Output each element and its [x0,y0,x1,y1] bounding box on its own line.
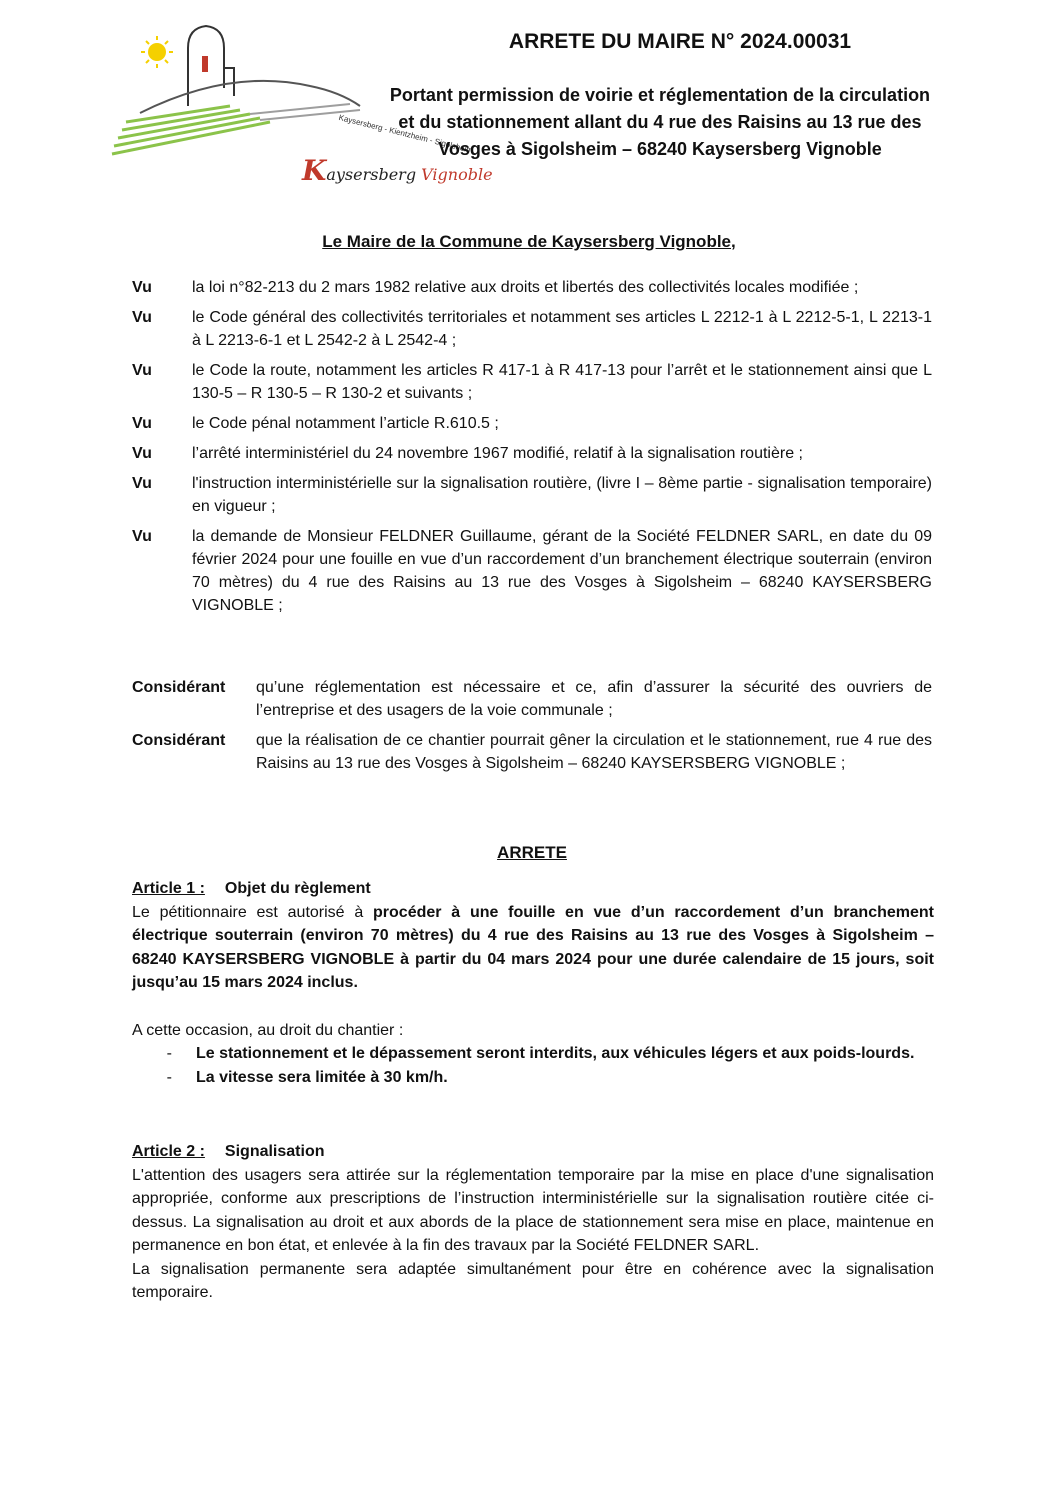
vu-label: Vu [132,415,152,432]
article-1-number: Article 1 : [132,880,205,897]
logo-arc-text: Kaysersberg - Kientzheim - Sigolsheim [337,113,474,156]
vu-label: Vu [132,279,152,296]
vu-item [132,359,932,405]
decree-title: ARRETE DU MAIRE N° 2024.00031 [508,30,852,53]
commune-logo [110,18,493,187]
vu-item [132,442,932,465]
considerant-label: Considérant [132,732,226,749]
vu-item [132,472,932,518]
article-2 [132,1140,934,1305]
article-1-intro: Le pétitionnaire est autorisé à [132,903,374,921]
vu-item [132,412,932,435]
vu-label: Vu [132,309,152,326]
list-item [132,1042,934,1066]
considerant-text: que la réalisation de ce chantier pourrait gêner la circulation et le stationnement, rue 4 rue des Raisins au 13 rue des Vosges à Sigolsheim – 68240 KAYSERSBERG VIGNOBLE ; [256,732,932,772]
vu-label: Vu [132,445,152,462]
article-2-paragraph-2: La signalisation permanente sera adaptée simultanément pour être en cohérence avec la signalisation temporaire. [132,1260,934,1301]
arrete-heading: ARRETE [497,843,567,862]
article-1-heading [132,877,934,901]
logo-graphic [110,18,370,168]
vu-text: le Code général des collectivités territoriales et notamment ses articles L 2212-1 à L 2212-5-1, L 2213-1 à L 2213-6-1 et L 2542-2 à L 2542-4 ; [192,309,932,349]
logo-name-rest: aysersberg [326,165,422,184]
article-2-heading [132,1140,934,1164]
logo-name-vignoble: Vignoble [421,165,493,184]
vu-list [132,276,932,624]
vu-label: Vu [132,528,152,545]
bullet-text: Le stationnement et le dépassement seront interdits, aux véhicules légers et aux poids-lourds. [196,1045,915,1062]
decree-subtitle: Portant permission de voirie et réglementation de la circulation et du stationnement allant du 4 rue des Raisins au 13 rue des Vosges à Sigolsheim – 68240 Kaysersberg Vignoble [389,85,931,159]
vu-label: Vu [132,362,152,379]
article-1 [132,877,934,1089]
article-1-body [132,901,934,995]
vu-text: le Code la route, notamment les articles R 417-1 à R 417-13 pour l’arrêt et le stationnement ainsi que L 130-5 – R 130-5 – R 130-2 et suivants ; [192,362,932,402]
considerant-item [132,729,932,775]
vu-text: l'instruction interministérielle sur la signalisation routière, (livre I – 8ème partie - signalisation temporaire) en vigueur ; [192,475,932,515]
article-2-number: Article 2 : [132,1143,205,1160]
article-1-bullet-list [132,1042,934,1089]
vu-label: Vu [132,475,152,492]
article-2-paragraph-1: L'attention des usagers sera attirée sur la réglementation temporaire par la mise en place d'une signalisation appropriée, conforme aux prescriptions de l’instruction interministérielle sur la signalisation routière citée ci-dessus. La signalisation au droit et aux abords de la place de stationnement sera mise en place, maintenue en permanence en bon état, et enlevée à la fin des travaux par la Société FELDNER SARL. [132,1166,934,1254]
considerant-text: qu’une réglementation est nécessaire et ce, afin d’assurer la sécurité des ouvriers de l’entreprise et des usagers de la voie communale ; [256,679,932,719]
considerant-list [132,676,932,782]
mayor-heading: Le Maire de la Commune de Kaysersberg Vignoble, [322,232,736,251]
considerant-label: Considérant [132,679,226,696]
article-1-occasion: A cette occasion, au droit du chantier : [132,1021,404,1039]
bullet-text: La vitesse sera limitée à 30 km/h. [196,1068,448,1086]
vu-text: la loi n°82-213 du 2 mars 1982 relative aux droits et libertés des collectivités locales modifiée ; [192,279,859,296]
vu-text: le Code pénal notamment l’article R.610.5 ; [192,415,499,432]
article-2-title: Signalisation [224,1143,325,1160]
bullet-dash: - [166,1068,172,1086]
vu-item [132,276,932,299]
vu-text: l’arrêté interministériel du 24 novembre 1967 modifié, relatif à la signalisation routière ; [192,445,803,462]
article-1-title: Objet du règlement [224,880,371,897]
vu-item [132,525,932,617]
logo-k: K [302,154,327,187]
list-item [132,1066,934,1090]
bullet-dash: - [166,1045,172,1062]
vu-item [132,306,932,352]
vu-text: la demande de Monsieur FELDNER Guillaume, gérant de la Société FELDNER SARL, en date du 09 février 2024 pour une fouille en vue d’un raccordement d’un branchement électrique souterrain (environ 70 mètres) du 4 rue des Raisins au 13 rue des Vosges à Sigolsheim – 68240 KAYSERSBERG VIGNOBLE ; [192,528,932,614]
article-1-bold-text: procéder à une fouille en vue d’un raccordement d’un branchement électrique souterrain (environ 70 mètres) du 4 rue des Raisins au 13 rue des Vosges à Sigolsheim – 68240 KAYSERSBERG VIGNOBLE à partir du 04 mars 2024 pour une durée calendaire de 15 jours, soit jusqu’au 15 mars 2024 inclus. [132,903,935,991]
considerant-item [132,676,932,722]
